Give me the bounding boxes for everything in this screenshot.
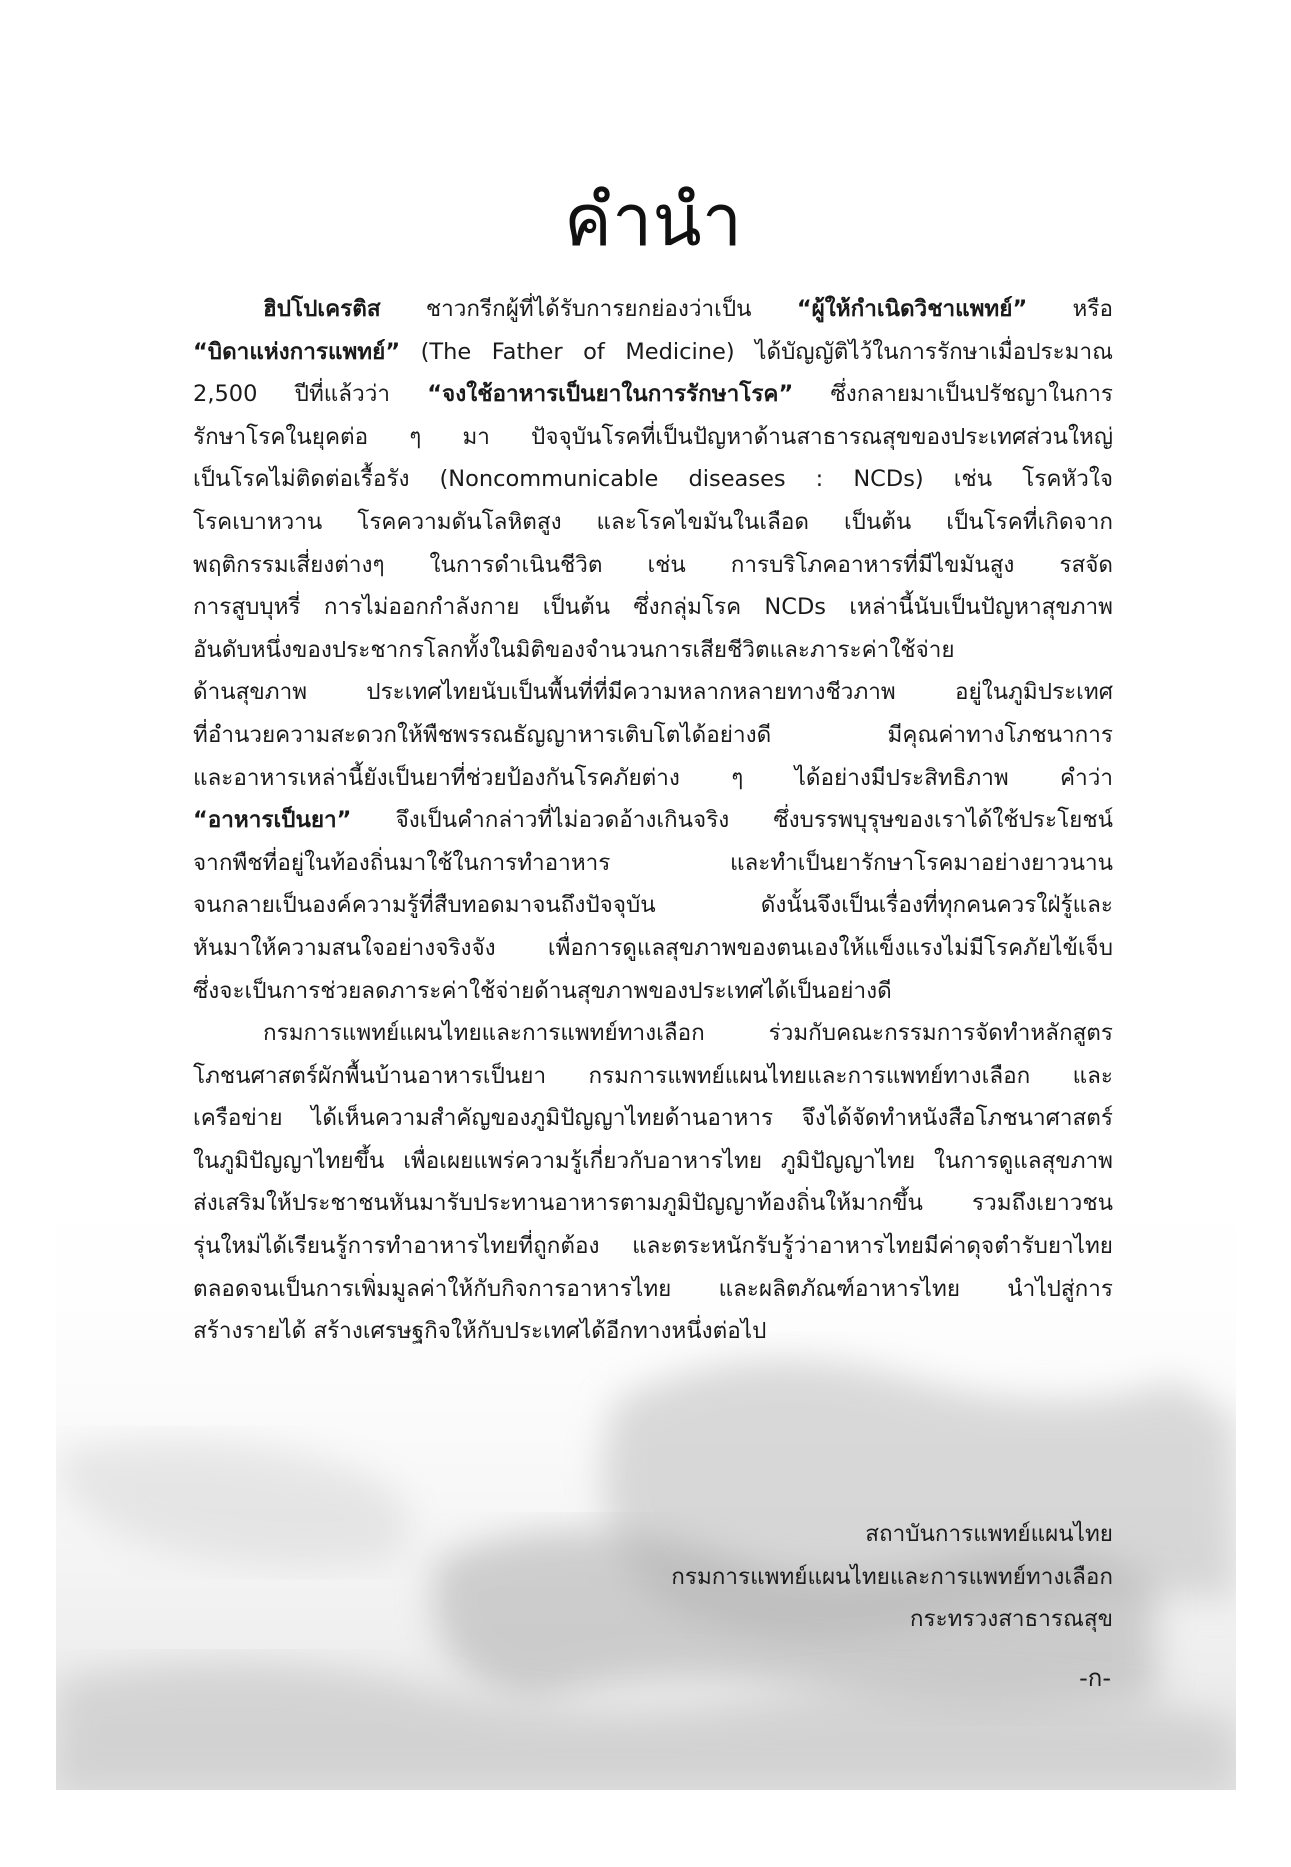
text-segment: เป็นโรคไม่ติดต่อเรื้อรัง (Noncommunicable diseases : NCDs) เช่น โรคหัวใจ [193, 466, 1113, 493]
paragraph1-line [193, 288, 1113, 331]
paragraph1-line [193, 544, 1113, 587]
text-segment: หันมาให้ความสนใจอย่างจริงจัง เพื่อการดูแลสุขภาพของตนเองให้แข็งแรงไม่มีโรคภัยไข้เจ็บ [193, 934, 1113, 961]
text-segment: จนกลายเป็นองค์ความรู้ที่สืบทอดมาจนถึงปัจจุบัน ดังนั้นจึงเป็นเรื่องที่ทุกคนควรใฝ่รู้และ [193, 892, 1113, 919]
paragraph1-line [193, 714, 1113, 757]
bold-phrase: “จงใช้อาหารเป็นยาในการรักษาโรค” [427, 381, 794, 408]
text-segment: หรือ [1027, 296, 1113, 322]
paragraph1-line [193, 757, 1113, 800]
paragraph1-line [193, 586, 1113, 629]
paragraph1-line [193, 799, 1113, 842]
page-number: -ก- [1079, 1664, 1111, 1692]
paragraph-hippocrates [193, 288, 1113, 1012]
signature-institute: สถาบันการแพทย์แผนไทย [865, 1521, 1113, 1547]
paragraph1-line [193, 842, 1113, 885]
text-segment: รักษาโรคในยุคต่อ ๆ มา ปัจจุบันโรคที่เป็นปัญหาด้านสาธารณสุขของประเทศส่วนใหญ่ [193, 423, 1113, 450]
paragraph2-line: ตลอดจนเป็นการเพิ่มมูลค่าให้กับกิจการอาหารไทย และผลิตภัณฑ์อาหารไทย นำไปสู่การ [193, 1275, 1113, 1302]
paragraph1-line [193, 927, 1113, 970]
signature-block [671, 1513, 1113, 1641]
text-segment: (The Father of Medicine) ได้บัญญัติไว้ในการรักษาเมื่อประมาณ [400, 338, 1113, 365]
text-segment: และอาหารเหล่านี้ยังเป็นยาที่ช่วยป้องกันโรคภัยต่าง ๆ ได้อย่างมีประสิทธิภาพ คำว่า [193, 764, 1113, 791]
paragraph1-line [193, 671, 1113, 714]
bold-phrase: ฮิปโปเครติส [263, 296, 381, 322]
paragraph1-line [193, 331, 1113, 374]
paragraph1-line [193, 416, 1113, 459]
text-segment: การสูบบุหรี่ การไม่ออกกำลังกาย เป็นต้น ซึ่งกลุ่มโรค NCDs เหล่านี้นับเป็นปัญหาสุขภาพ [193, 594, 1113, 621]
page-title: คำนำ [563, 178, 743, 262]
paragraph2-line: กรมการแพทย์แผนไทยและการแพทย์ทางเลือก ร่วมกับคณะกรรมการจัดทำหลักสูตร [263, 1020, 1113, 1047]
paragraph1-line [193, 373, 1113, 416]
text-segment: ซึ่งกลายมาเป็นปรัชญาในการ [793, 381, 1113, 408]
bold-phrase: “อาหารเป็นยา” [193, 807, 352, 834]
text-segment: อันดับหนึ่งของประชากรโลกทั้งในมิติของจำนวนการเสียชีวิตและภาระค่าใช้จ่าย [193, 636, 955, 663]
text-segment: 2,500 ปีที่แล้วว่า [193, 381, 428, 408]
paragraph1-line [193, 970, 1113, 1013]
text-segment: ซึ่งจะเป็นการช่วยลดภาระค่าใช้จ่ายด้านสุขภาพของประเทศได้เป็นอย่างดี [193, 977, 892, 1004]
paragraph2-line: โภชนศาสตร์ผักพื้นบ้านอาหารเป็นยา กรมการแพทย์แผนไทยและการแพทย์ทางเลือก และ [193, 1062, 1113, 1089]
text-segment: ด้านสุขภาพ ประเทศไทยนับเป็นพื้นที่ที่มีความหลากหลายทางชีวภาพ อยู่ในภูมิประเทศ [193, 679, 1113, 706]
text-segment: พฤติกรรมเสี่ยงต่างๆ ในการดำเนินชีวิต เช่น การบริโภคอาหารที่มีไขมันสูง รสจัด [193, 551, 1113, 578]
bold-phrase: “บิดาแห่งการแพทย์” [193, 338, 401, 365]
text-segment: จากพืชที่อยู่ในท้องถิ่นมาใช้ในการทำอาหาร และทำเป็นยารักษาโรคมาอย่างยาวนาน [193, 849, 1113, 876]
paragraph1-line [193, 501, 1113, 544]
bold-phrase: “ผู้ให้กำเนิดวิชาแพทย์” [796, 296, 1028, 322]
paragraph-department [193, 1012, 1113, 1353]
text-segment: ชาวกรีกผู้ที่ได้รับการยกย่องว่าเป็น [380, 296, 797, 322]
paragraph1-line [193, 884, 1113, 927]
text-segment: โรคเบาหวาน โรคความดันโลหิตสูง และโรคไขมันในเลือด เป็นต้น เป็นโรคที่เกิดจาก [193, 508, 1113, 535]
paragraph2-line: สร้างรายได้ สร้างเศรษฐกิจให้กับประเทศได้อีกทางหนึ่งต่อไป [193, 1318, 767, 1345]
text-segment: ที่อำนวยความสะดวกให้พืชพรรณธัญญาหารเติบโตได้อย่างดี มีคุณค่าทางโภชนาการ [193, 721, 1113, 748]
paragraph2-line: เครือข่าย ได้เห็นความสำคัญของภูมิปัญญาไทยด้านอาหาร จึงได้จัดทำหนังสือโภชนาศาสตร์ [193, 1105, 1113, 1132]
paragraph2-line: รุ่นใหม่ได้เรียนรู้การทำอาหารไทยที่ถูกต้อง และตระหนักรับรู้ว่าอาหารไทยมีค่าดุจตำรับยาไทย [193, 1233, 1113, 1260]
signature-department: กรมการแพทย์แผนไทยและการแพทย์ทางเลือก [671, 1563, 1113, 1590]
paragraph2-line: ในภูมิปัญญาไทยขึ้น เพื่อเผยแพร่ความรู้เกี่ยวกับอาหารไทย ภูมิปัญญาไทย ในการดูแลสุขภาพ [193, 1147, 1113, 1174]
text-segment: จึงเป็นคำกล่าวที่ไม่อวดอ้างเกินจริง ซึ่งบรรพบุรุษของเราได้ใช้ประโยชน์ [351, 807, 1113, 834]
signature-ministry: กระทรวงสาธารณสุข [909, 1606, 1113, 1633]
paragraph2-line: ส่งเสริมให้ประชาชนหันมารับประทานอาหารตามภูมิปัญญาท้องถิ่นให้มากขึ้น รวมถึงเยาวชน [193, 1190, 1113, 1217]
paragraph1-line [193, 458, 1113, 501]
paragraph1-line [193, 629, 1113, 672]
preface-content [193, 170, 1113, 1353]
